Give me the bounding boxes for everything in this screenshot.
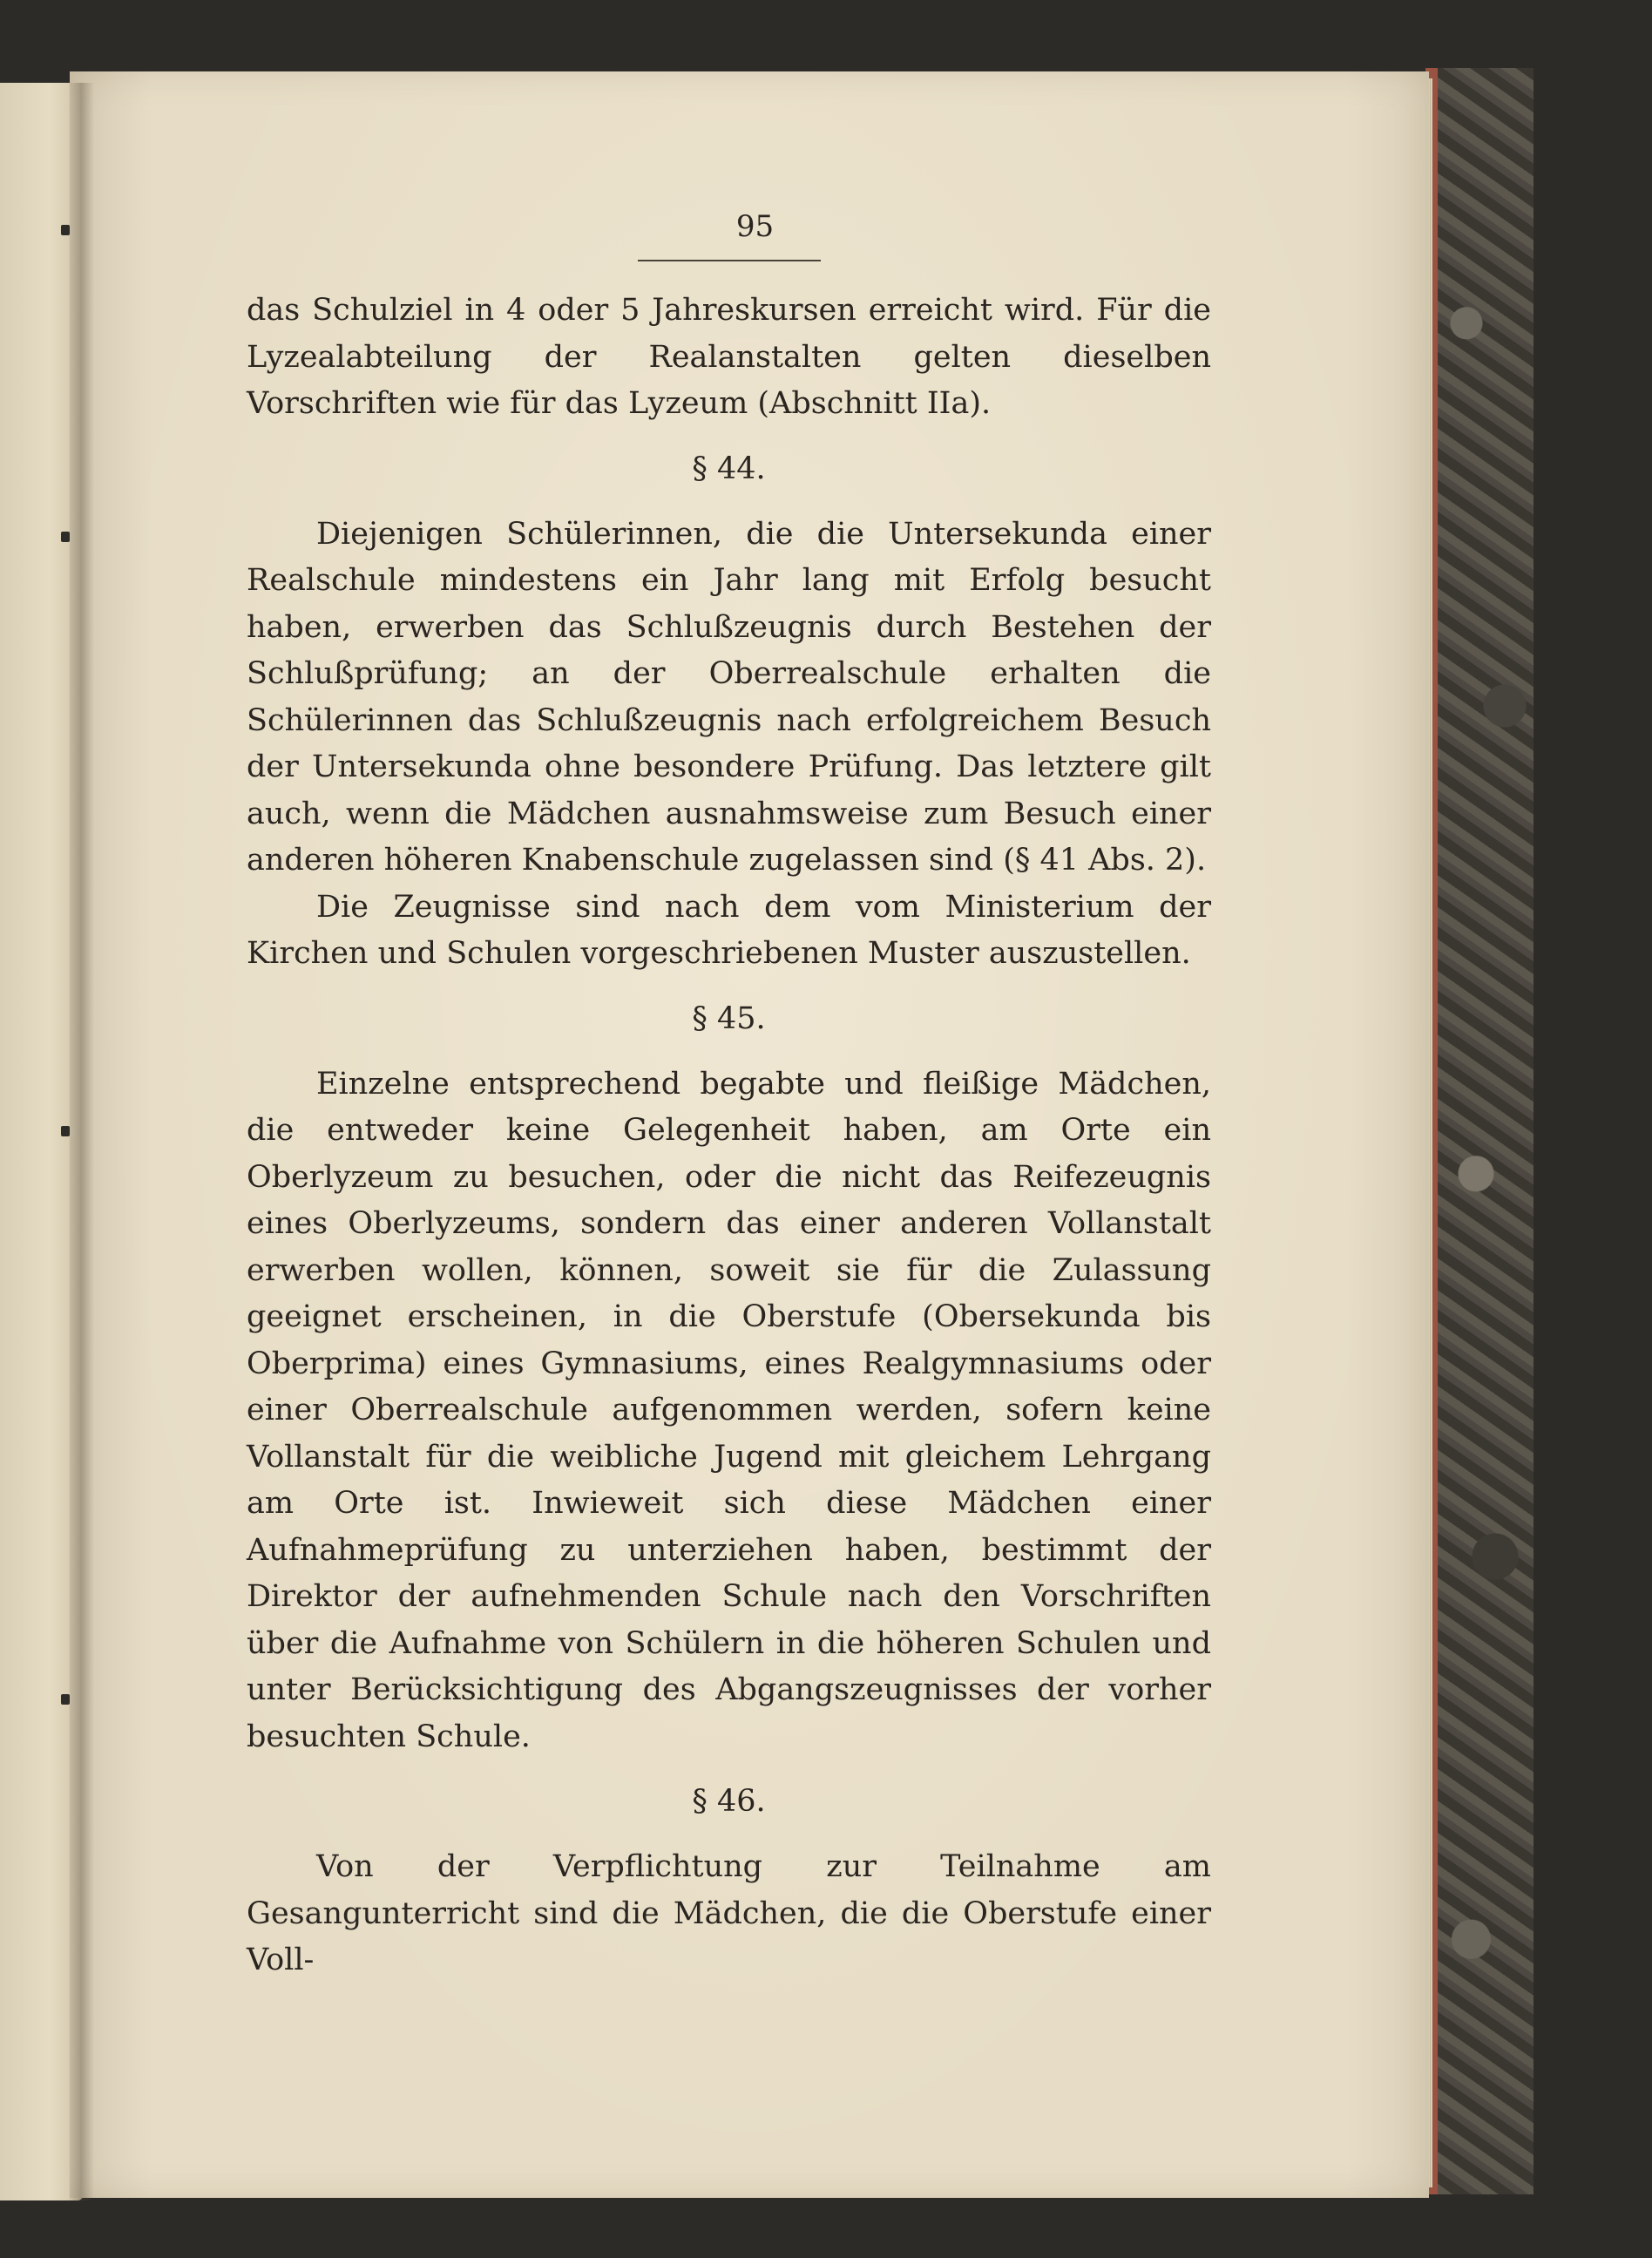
page-content bbox=[247, 209, 1211, 1984]
spine-shadow bbox=[68, 83, 94, 2200]
section-heading-45: § 45. bbox=[692, 1000, 766, 1036]
page-number: 95 bbox=[735, 209, 775, 244]
marbled-cover bbox=[1429, 68, 1534, 2194]
section-heading-46: § 46. bbox=[692, 1784, 766, 1819]
paragraph-44-a: Diejenigen Schülerinnen, die die Untersekunda einer Realschule mindestens ein Jahr lang mit Erfolg besucht haben, erwerben das Schlußzeugnis durch Bestehen der Schlußprüfung; an der Oberrealschule erhalten die Schülerinnen das Schlußzeugnis nach erfolgreichem Besuch der Untersekunda ohne besondere Prüfung. Das letztere gilt auch, wenn die Mädchen ausnahmsweise zum Besuch einer anderen höheren Knabenschule zugelassen sind (§ 41 Abs. 2). bbox=[247, 516, 1211, 878]
paragraph-45: Einzelne entsprechend begabte und fleißige Mädchen, die entweder keine Gelegenheit haben, am Orte ein Oberlyzeum zu besuchen, oder die nicht das Reifezeugnis eines Oberlyzeums, sondern das einer anderen Vollanstalt erwerben wollen, können, soweit sie für die Zulassung geeignet erscheinen, in die Oberstufe (Obersekunda bis Oberprima) eines Gymnasiums, eines Realgymnasiums oder einer Oberrealschule aufgenommen werden, sofern keine Vollanstalt für die weibliche Jugend mit gleichem Lehrgang am Orte ist. Inwieweit sich diese Mädchen einer Aufnahmeprüfung zu unterziehen haben, bestimmt der Direktor der aufnehmenden Schule nach den Vorschriften über die Aufnahme von Schülern in die höheren Schulen und unter Berücksichtigung des Abgangszeugnisses der vorher besuchten Schule. bbox=[247, 1066, 1211, 1754]
paragraph-44-b: Die Zeugnisse sind nach dem vom Ministerium der Kirchen und Schulen vorgeschriebenen Muster auszustellen. bbox=[247, 889, 1211, 971]
paragraph-46: Von der Verpflichtung zur Teilnahme am Gesangunterricht sind die Mädchen, die die Oberstufe einer Voll- bbox=[247, 1849, 1211, 1977]
section-heading-44: § 44. bbox=[692, 451, 766, 486]
paragraph-continued: das Schulziel in 4 oder 5 Jahreskursen erreicht wird. Für die Lyzealabteilung der Realanstalten gelten dieselben Vorschriften wie für das Lyzeum (Abschnitt IIa). bbox=[247, 293, 1211, 421]
page-number-rule bbox=[638, 260, 821, 261]
